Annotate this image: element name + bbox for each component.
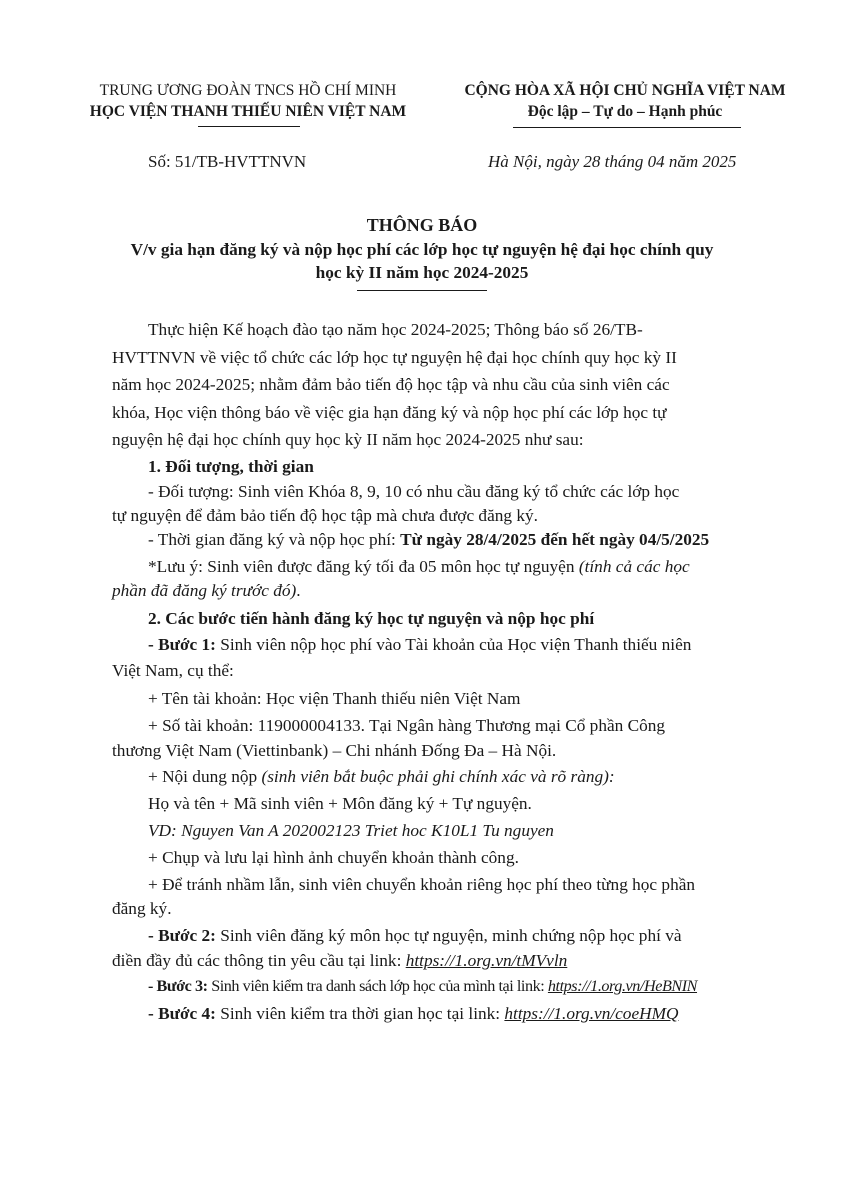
intro-line: HVTTNVN về việc tổ chức các lớp học tự nguyện hệ đại học chính quy học kỳ II (112, 348, 677, 367)
account-number-line-2: thương Việt Nam (Viettinbank) – Chi nhánh Đống Đa – Hà Nội. (112, 741, 557, 760)
document-subject-line-1: V/v gia hạn đăng ký và nộp học phí các lớp học tự nguyện hệ đại học chính quy (130, 240, 714, 259)
account-name: + Tên tài khoản: Học viện Thanh thiếu niên Việt Nam (148, 689, 521, 708)
intro-line: năm học 2024-2025; nhằm đảm bảo tiến độ học tập và nhu cầu của sinh viên các (112, 375, 670, 394)
target-line-2: tự nguyện để đảm bảo tiến độ học tập mà chưa được đăng ký. (112, 506, 538, 525)
content-note: (sinh viên bắt buộc phải ghi chính xác và rõ ràng): (261, 767, 615, 786)
section-2-heading: 2. Các bước tiến hành đăng ký học tự nguyện và nộp học phí (148, 609, 595, 628)
content-format: Họ và tên + Mã sinh viên + Môn đăng ký + Tự nguyện. (148, 794, 532, 813)
registration-time (148, 528, 814, 551)
step-3-label: - Bước 3: (148, 977, 212, 995)
time-label: - Thời gian đăng ký và nộp học phí: (148, 530, 401, 549)
step-3-link[interactable]: https://1.org.vn/HeBNIN (547, 977, 698, 995)
step-2-link[interactable]: https://1.org.vn/tMVvln (405, 951, 568, 970)
step-2-line-1 (148, 924, 814, 947)
avoid-line-1: + Để tránh nhầm lẫn, sinh viên chuyển khoản riêng học phí theo từng học phần (148, 875, 696, 894)
step-1-label: - Bước 1: (148, 635, 221, 654)
step-3-line (148, 975, 814, 998)
step-2-label: - Bước 2: (148, 926, 221, 945)
parent-organization: TRUNG ƯƠNG ĐOÀN TNCS HỒ CHÍ MINH (99, 82, 397, 99)
organization-name: HỌC VIỆN THANH THIẾU NIÊN VIỆT NAM (89, 103, 407, 120)
note-label: *Lưu ý: Sinh viên được đăng ký tối đa 05 môn học tự nguyện (148, 557, 579, 576)
document-subject-line-2: học kỳ II năm học 2024-2025 (315, 263, 529, 282)
avoid-line-2: đăng ký. (112, 899, 172, 918)
org-underline (198, 126, 300, 127)
note-line-1 (148, 555, 814, 578)
nation-title: CỘNG HÒA XÃ HỘI CHỦ NGHĨA VIỆT NAM (464, 82, 786, 99)
step-4-label: - Bước 4: (148, 1004, 221, 1023)
target-line-1: - Đối tượng: Sinh viên Khóa 8, 9, 10 có nhu cầu đăng ký tổ chức các lớp học (148, 482, 680, 501)
step-3-text: Sinh viên kiểm tra danh sách lớp học của mình tại link: (211, 977, 548, 995)
note-end: . (296, 581, 301, 600)
step-4-link[interactable]: https://1.org.vn/coeHMQ (504, 1004, 679, 1023)
national-motto: Độc lập – Tự do – Hạnh phúc (527, 103, 723, 120)
payment-content (148, 765, 814, 788)
step-1-line-2: Việt Nam, cụ thể: (112, 661, 234, 680)
place-and-date: Hà Nội, ngày 28 tháng 04 năm 2025 (488, 152, 737, 171)
title-underline (357, 290, 487, 291)
intro-line: Thực hiện Kế hoạch đào tạo năm học 2024-2025; Thông báo số 26/TB- (148, 320, 643, 339)
time-value: Từ ngày 28/4/2025 đến hết ngày 04/5/2025 (400, 530, 710, 549)
content-label: + Nội dung nộp (148, 767, 262, 786)
step-4-line (148, 1002, 814, 1025)
content-example: VD: Nguyen Van A 202002123 Triet hoc K10L1 Tu nguyen (148, 821, 554, 840)
note-italic-1: (tính cả các học (578, 557, 690, 576)
capture-instruction: + Chụp và lưu lại hình ảnh chuyển khoản thành công. (148, 848, 519, 867)
document-title: THÔNG BÁO (366, 215, 478, 235)
step-2-line-2 (112, 949, 778, 972)
step-4-text: Sinh viên kiểm tra thời gian học tại link: (220, 1004, 505, 1023)
step-2-text-2: điền đầy đủ các thông tin yêu cầu tại link: (112, 951, 406, 970)
section-1-heading: 1. Đối tượng, thời gian (148, 457, 314, 476)
step-1-text: Sinh viên nộp học phí vào Tài khoản của Học viện Thanh thiếu niên (220, 635, 692, 654)
document-number: Số: 51/TB-HVTTNVN (148, 152, 307, 171)
motto-underline (513, 127, 741, 128)
note-italic-2: phần đã đăng ký trước đó) (112, 581, 297, 600)
account-number-line-1: + Số tài khoản: 119000004133. Tại Ngân hàng Thương mại Cổ phần Công (148, 716, 666, 735)
step-2-text: Sinh viên đăng ký môn học tự nguyện, minh chứng nộp học phí và (220, 926, 682, 945)
intro-line: nguyện hệ đại học chính quy học kỳ II năm học 2024-2025 như sau: (112, 430, 584, 449)
step-1-line-1 (148, 633, 814, 656)
note-line-2 (112, 579, 778, 602)
intro-line: khóa, Học viện thông báo về việc gia hạn đăng ký và nộp học phí các lớp học tự (112, 403, 667, 422)
